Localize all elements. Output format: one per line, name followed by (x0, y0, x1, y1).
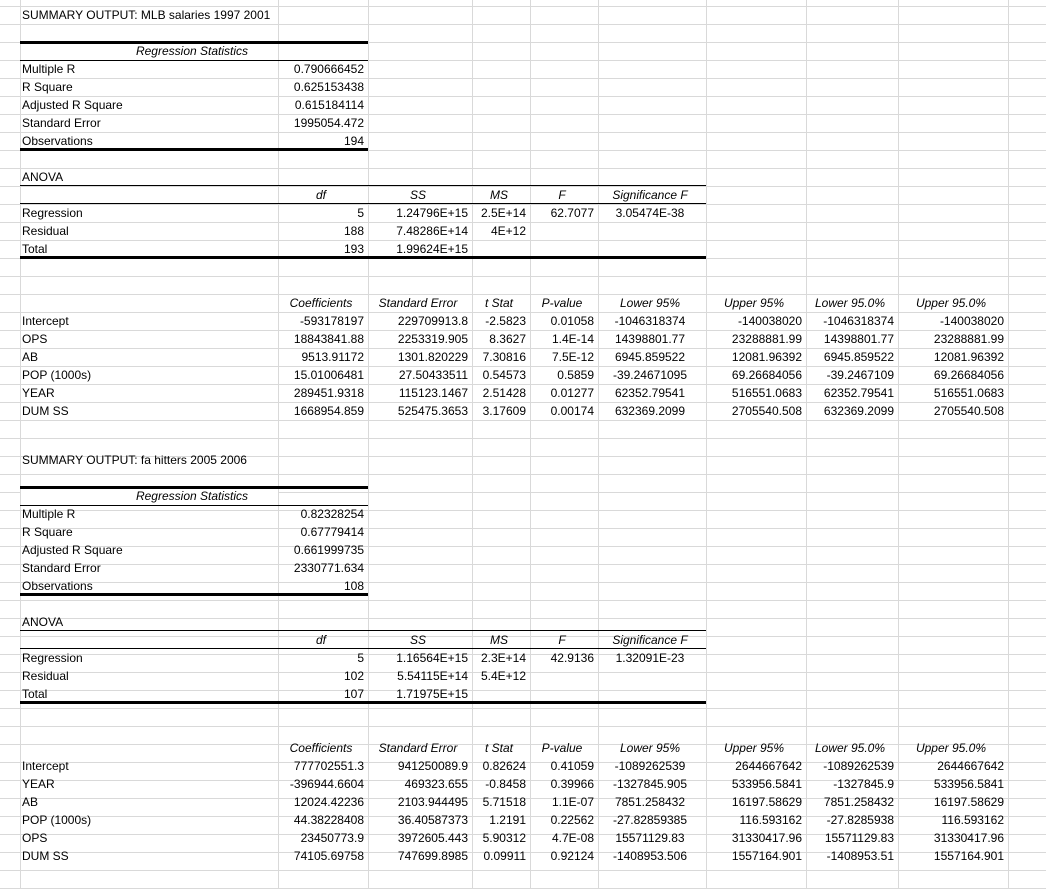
anova-value: 1.32091E-23 (615, 650, 685, 665)
coef-value: 0.22562 (550, 812, 594, 827)
stat-label: Standard Error (22, 560, 101, 575)
coef-value: 2644667642 (735, 758, 802, 773)
coef-value: 115123.1467 (398, 386, 468, 400)
coef-value: 7.30816 (482, 350, 526, 364)
coef-value: 0.82624 (482, 758, 526, 773)
coef-value: 14398801.77 (823, 332, 894, 346)
anova-value (530, 667, 596, 685)
stat-value: 108 (343, 578, 364, 593)
coef-value: -396944.6604 (289, 776, 364, 791)
coef-value: 3972605.443 (397, 830, 468, 845)
grid-row-line (0, 24, 1046, 25)
coef-row-label: YEAR (22, 776, 55, 791)
coef-value: -1408953.506 (612, 848, 688, 863)
anova-value: 107 (343, 686, 364, 701)
coef-value: 7851.258432 (823, 794, 894, 809)
coef-value: 6945.859522 (614, 350, 686, 364)
stat-label: R Square (22, 80, 73, 94)
coef-value: -27.8285938 (826, 812, 894, 827)
anova-value: 5 (357, 650, 364, 665)
stat-value: 0.625153438 (293, 80, 364, 94)
coef-value: 0.5859 (557, 368, 594, 382)
stat-value: 2330771.634 (293, 560, 364, 575)
stat-label: Multiple R (22, 506, 76, 521)
coef-row-label: YEAR (22, 386, 55, 400)
coef-value: 0.54573 (482, 368, 526, 382)
anova-value: 2.3E+14 (480, 650, 526, 665)
coef-value: 12024.42236 (293, 794, 364, 809)
coef-header: Standard Error (378, 296, 458, 310)
coef-value: 2.51428 (482, 386, 526, 400)
anova-header: Significance F (612, 188, 688, 202)
coef-value: 31330417.96 (933, 830, 1004, 845)
grid-row-line (0, 726, 1046, 727)
anova-header: Significance F (612, 632, 688, 647)
coef-value: 15571129.83 (824, 830, 894, 845)
coef-value: 516551.0683 (933, 386, 1004, 400)
grid-row-line (0, 870, 1046, 871)
stat-value: 0.82328254 (300, 506, 364, 521)
coef-value: 116.593162 (739, 812, 802, 827)
coef-header: Upper 95% (723, 740, 785, 755)
anova-row-label: Total (22, 686, 48, 701)
coef-value: 5.71518 (482, 794, 526, 809)
anova-row-label: Regression (22, 206, 83, 220)
coef-value: 0.01277 (550, 386, 594, 400)
stat-label: Multiple R (22, 62, 76, 76)
coef-row-label: POP (1000s) (22, 368, 92, 382)
coef-header: Upper 95% (723, 296, 785, 310)
coef-value: 1.4E-14 (551, 332, 594, 346)
coef-value: 15571129.83 (615, 830, 685, 845)
coef-value: 632369.2099 (614, 404, 686, 418)
thick-border (20, 593, 368, 596)
anova-value: 62.7077 (550, 206, 594, 220)
thick-border (20, 148, 368, 151)
anova-value: 1.71975E+15 (396, 686, 468, 701)
coef-value: 12081.96392 (933, 350, 1004, 364)
coef-value: -27.82859385 (612, 812, 688, 827)
stat-value: 0.661999735 (293, 542, 364, 557)
coef-value: 31330417.96 (731, 830, 802, 845)
coef-row-label: AB (22, 350, 39, 364)
stat-label: Adjusted R Square (22, 542, 123, 557)
coef-value: -39.24671095 (612, 368, 688, 382)
anova-header: F (558, 188, 566, 202)
coef-value: 0.01058 (550, 314, 594, 328)
coef-value: 74105.69758 (293, 848, 364, 863)
anova-value: 3.05474E-38 (615, 206, 685, 220)
coef-value: 116.593162 (941, 812, 1004, 827)
coef-row-label: Intercept (22, 758, 69, 773)
stat-label: Observations (22, 578, 93, 593)
coef-value: 533956.5841 (933, 776, 1004, 791)
anova-row-label: Residual (22, 224, 69, 238)
coef-value: 62352.79541 (823, 386, 894, 400)
anova-value: 193 (343, 242, 364, 256)
anova-value: 1.24796E+15 (396, 206, 468, 220)
summary-title: SUMMARY OUTPUT: MLB salaries 1997 2001 (22, 8, 271, 22)
coef-value: -1327845.905 (612, 776, 688, 791)
coef-value: 16197.58629 (731, 794, 802, 809)
coef-value: -1089262539 (823, 758, 894, 773)
thick-border (20, 701, 706, 704)
coef-value: -39.2467109 (826, 368, 894, 382)
anova-value: 1.16564E+15 (396, 650, 468, 665)
anova-value (530, 222, 596, 240)
coef-value: 7851.258432 (614, 794, 686, 809)
coef-value: -1327845.9 (833, 776, 894, 791)
coef-row-label: POP (1000s) (22, 812, 92, 827)
anova-value: 5.54115E+14 (397, 668, 468, 683)
anova-value: 188 (343, 224, 364, 238)
coef-value: 23450773.9 (300, 830, 364, 845)
grid-row-line (0, 420, 1046, 421)
coef-value: -140038020 (737, 314, 802, 328)
anova-value: 42.9136 (550, 650, 594, 665)
coef-value: 289451.9318 (293, 386, 364, 400)
coef-value: 1668954.859 (293, 404, 364, 418)
anova-header: F (558, 632, 566, 647)
coef-header: Coefficients (289, 740, 353, 755)
anova-value: 1.99624E+15 (396, 242, 468, 256)
grid-row-line (0, 474, 1046, 475)
stat-value: 1995054.472 (293, 116, 364, 130)
grid-row-line (0, 438, 1046, 439)
coef-value: -0.8458 (485, 776, 526, 791)
coef-value: 7.5E-12 (551, 350, 594, 364)
coef-header: P-value (541, 740, 583, 755)
coef-value: 0.00174 (550, 404, 594, 418)
coef-value: 525475.3653 (397, 404, 468, 418)
coef-value: 15.01006481 (293, 368, 364, 382)
regression-stats-header: Regression Statistics (135, 488, 249, 503)
coef-value: -1089262539 (614, 758, 686, 773)
coef-value: 6945.859522 (823, 350, 894, 364)
coef-header: t Stat (484, 296, 513, 310)
coef-value: 469323.655 (404, 776, 468, 791)
coef-value: 1.2191 (489, 812, 526, 827)
grid-row-line (0, 276, 1046, 277)
anova-title: ANOVA (22, 614, 64, 629)
coef-value: 2705540.508 (933, 404, 1004, 418)
coef-value: 1.1E-07 (551, 794, 594, 809)
coef-value: 229709913.8 (397, 314, 468, 328)
anova-value: 5 (357, 206, 364, 220)
anova-header: SS (409, 632, 426, 647)
anova-row-label: Residual (22, 668, 69, 683)
coef-value: 533956.5841 (731, 776, 802, 791)
coef-header: Upper 95.0% (915, 740, 987, 755)
anova-value: 102 (343, 668, 364, 683)
coef-value: 69.26684056 (933, 368, 1004, 382)
coef-row-label: Intercept (22, 314, 69, 328)
coef-value: 632369.2099 (823, 404, 894, 418)
grid-column-line (1008, 0, 1009, 888)
coef-value: 44.38228408 (293, 812, 364, 827)
coef-value: 0.39966 (550, 776, 594, 791)
coef-value: 747699.8985 (397, 848, 468, 863)
coef-value: 12081.96392 (731, 350, 802, 364)
coef-header: Lower 95.0% (814, 740, 886, 755)
anova-value: 5.4E+12 (480, 668, 526, 683)
coef-value: 23288881.99 (731, 332, 802, 346)
coef-value: 777702551.3 (293, 758, 364, 773)
coef-value: 2644667642 (937, 758, 1004, 773)
coef-value: 1301.820229 (397, 350, 468, 364)
coef-value: -140038020 (939, 314, 1004, 328)
coef-header: Standard Error (378, 740, 458, 755)
stat-value: 0.615184114 (294, 98, 364, 112)
coef-value: 941250089.9 (397, 758, 468, 773)
coef-header: Lower 95% (619, 740, 681, 755)
grid-row-line (0, 708, 1046, 709)
coef-header: t Stat (484, 740, 513, 755)
anova-header: df (315, 188, 326, 202)
anova-title: ANOVA (22, 170, 64, 184)
coef-header: P-value (541, 296, 583, 310)
coef-row-label: OPS (22, 830, 48, 845)
coef-value: 62352.79541 (614, 386, 686, 400)
coef-value: 5.90312 (482, 830, 526, 845)
anova-value: 4E+12 (490, 224, 526, 238)
anova-header: MS (490, 632, 508, 647)
coef-value: -1408953.51 (826, 848, 894, 863)
coef-value: 27.50433511 (398, 368, 468, 382)
coef-value: 0.41059 (550, 758, 594, 773)
anova-header: SS (409, 188, 426, 202)
coef-value: 3.17609 (482, 404, 526, 418)
coef-value: -2.5823 (485, 314, 526, 328)
coef-value: 8.3627 (489, 332, 526, 346)
anova-value (598, 222, 702, 240)
summary-title: SUMMARY OUTPUT: fa hitters 2005 2006 (22, 452, 247, 467)
coef-value: 23288881.99 (933, 332, 1004, 346)
anova-value (598, 667, 702, 685)
coef-value: 4.7E-08 (551, 830, 594, 845)
thick-border (20, 256, 706, 259)
stat-label: Adjusted R Square (22, 98, 123, 112)
anova-header: MS (490, 188, 508, 202)
anova-header: df (315, 632, 326, 647)
coef-value: -1046318374 (823, 314, 894, 328)
coef-header: Lower 95.0% (814, 296, 886, 310)
coef-value: 14398801.77 (614, 332, 686, 346)
stat-label: Observations (22, 134, 93, 148)
coef-row-label: DUM SS (22, 848, 69, 863)
coef-value: 69.26684056 (731, 368, 802, 382)
coef-value: 2253319.905 (397, 332, 468, 346)
anova-row-label: Regression (22, 650, 83, 665)
anova-value: 2.5E+14 (480, 206, 526, 220)
coef-header: Coefficients (289, 296, 353, 310)
coef-value: 0.09911 (483, 848, 526, 863)
coef-value: 18843841.88 (293, 332, 364, 346)
stat-label: R Square (22, 524, 73, 539)
coef-row-label: DUM SS (22, 404, 69, 418)
grid-row-line (0, 600, 1046, 601)
coef-value: 36.40587373 (397, 812, 468, 827)
anova-value: 7.48286E+14 (396, 224, 468, 238)
regression-stats-header: Regression Statistics (135, 44, 249, 58)
coef-row-label: OPS (22, 332, 48, 346)
coef-header: Lower 95% (619, 296, 681, 310)
stat-label: Standard Error (22, 116, 101, 130)
coef-value: 2103.944495 (397, 794, 468, 809)
stat-value: 194 (343, 134, 364, 148)
coef-value: 516551.0683 (731, 386, 802, 400)
stat-value: 0.790666452 (293, 62, 364, 76)
coef-value: 2705540.508 (731, 404, 802, 418)
coef-value: 1557164.901 (933, 848, 1004, 863)
anova-row-label: Total (22, 242, 48, 256)
coef-value: 0.92124 (550, 848, 594, 863)
coef-header: Upper 95.0% (915, 296, 987, 310)
stat-value: 0.67779414 (300, 524, 364, 539)
coef-value: -1046318374 (614, 314, 686, 328)
coef-value: 16197.58629 (933, 794, 1004, 809)
coef-value: 9513.91172 (301, 350, 364, 364)
coef-value: 1557164.901 (731, 848, 802, 863)
coef-row-label: AB (22, 794, 39, 809)
coef-value: -593178197 (299, 314, 364, 328)
